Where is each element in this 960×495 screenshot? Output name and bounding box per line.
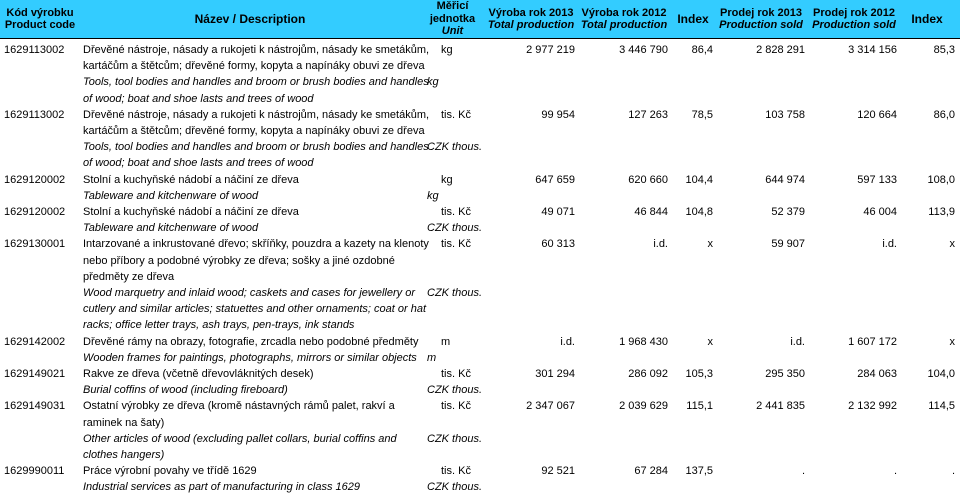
index-sold-cell: 114,5 bbox=[928, 400, 955, 413]
index-production-cell: 104,8 bbox=[685, 206, 713, 218]
index-production-cell: 137,5 bbox=[685, 465, 713, 478]
sold-2013-cell: 2 828 291 bbox=[756, 44, 805, 56]
header-product-code bbox=[0, 0, 80, 38]
unit-en-cell: m bbox=[427, 351, 437, 364]
description-line: Práce výrobní povahy ve třídě 1629 bbox=[83, 465, 257, 478]
header-index-production bbox=[671, 0, 715, 38]
header-index-sold bbox=[903, 0, 951, 38]
description-line: Tableware and kitchenware of wood bbox=[83, 189, 259, 202]
production-2013-cell: 647 659 bbox=[535, 173, 575, 186]
description-line: raminek na šaty) bbox=[83, 416, 165, 429]
description-line: clothes hangers) bbox=[83, 449, 165, 461]
description-line: of wood; boat and shoe lasts and trees of wood bbox=[83, 157, 314, 170]
description-line: předměty ze dřeva bbox=[83, 270, 175, 283]
product-code-cell: 1629130001 bbox=[4, 238, 66, 251]
unit-cz-cell: tis. Kč bbox=[441, 400, 471, 413]
sold-2013-cell: 2 441 835 bbox=[756, 400, 805, 413]
header-sold-2013-cz: Prodej rok 2013 bbox=[720, 6, 802, 19]
unit-en-cell: kg bbox=[427, 189, 439, 202]
description-line: Industrial services as part of manufacturing in class 1629 bbox=[83, 481, 360, 494]
index-sold-cell: 113,9 bbox=[928, 206, 955, 218]
production-2013-cell: 301 294 bbox=[535, 368, 575, 380]
description-line: of wood; boat and shoe lasts and trees of wood bbox=[83, 92, 314, 105]
header-unit bbox=[420, 0, 485, 38]
description-line: nebo příbory a podobné výrobky ze dřeva; sošky a jiné ozdobné bbox=[83, 254, 395, 267]
production-2012-cell: 127 263 bbox=[628, 108, 668, 121]
index-production-cell: 105,3 bbox=[685, 368, 713, 380]
unit-cz-cell: kg bbox=[441, 173, 453, 186]
header-production-2013 bbox=[485, 0, 577, 38]
description-line: Tableware and kitchenware of wood bbox=[83, 222, 259, 235]
header-code-en: Product code bbox=[4, 19, 76, 31]
header-description-label: Název / Description bbox=[194, 11, 306, 26]
header-unit-cz1: Měřicí bbox=[436, 0, 469, 13]
production-2013-cell: 92 521 bbox=[541, 465, 575, 478]
product-code-cell: 1629149021 bbox=[4, 368, 66, 380]
index-sold-cell: x bbox=[949, 238, 955, 251]
sold-2012-cell: 2 132 992 bbox=[848, 400, 897, 413]
unit-cz-cell: tis. Kč bbox=[441, 108, 471, 121]
sold-2013-cell: 52 379 bbox=[771, 206, 805, 218]
description-line: Dřevěné rámy na obrazy, fotografie, zrcadla nebo podobné předměty bbox=[83, 335, 419, 348]
description-line: racks; office letter trays, ash trays, pen-trays, ink stands bbox=[83, 319, 355, 332]
header-production-2013-cz: Výroba rok 2013 bbox=[488, 6, 574, 19]
description-line: cutlery and similar articles; statuettes and other ornaments; coat or hat bbox=[83, 303, 426, 316]
header-production-2012 bbox=[578, 0, 670, 38]
production-2013-cell: 2 347 067 bbox=[526, 400, 575, 413]
index-sold-cell: 86,0 bbox=[933, 108, 955, 121]
index-production-cell: 115,1 bbox=[686, 400, 713, 413]
sold-2012-cell: . bbox=[893, 465, 897, 478]
production-2013-cell: 60 313 bbox=[541, 238, 575, 251]
description-line: Wood marquetry and inlaid wood; caskets and cases for jewellery or bbox=[83, 287, 415, 299]
production-2013-cell: 2 977 219 bbox=[526, 44, 575, 56]
header-sold-2012 bbox=[808, 0, 900, 38]
sold-2013-cell: 295 350 bbox=[765, 368, 805, 380]
sold-2012-cell: i.d. bbox=[882, 238, 897, 251]
description-line: Tools, tool bodies and handles and broom or brush bodies and handles bbox=[83, 76, 429, 89]
description-line: Dřevěné nástroje, násady a rukojeti k nástrojům, násady ke smetákům, bbox=[83, 44, 430, 56]
unit-cz-cell: tis. Kč bbox=[441, 368, 471, 380]
product-code-cell: 1629120002 bbox=[4, 173, 66, 186]
description-line: Wooden frames for paintings, photographs, mirrors or similar objects bbox=[83, 351, 417, 364]
description-line: kartáčům a štětcům; dřevěné formy, kopyta a napínáky obuvi ze dřeva bbox=[83, 60, 425, 73]
product-code-cell: 1629113002 bbox=[4, 108, 65, 121]
sold-2013-cell: 103 758 bbox=[765, 108, 805, 121]
production-2012-cell: 286 092 bbox=[628, 368, 668, 380]
header-sold-2012-cz: Prodej rok 2012 bbox=[813, 6, 895, 19]
header-index-sold-label: Index bbox=[911, 11, 943, 26]
production-2012-cell: i.d. bbox=[653, 238, 668, 251]
sold-2012-cell: 120 664 bbox=[857, 108, 897, 121]
product-code-cell: 1629113002 bbox=[4, 44, 65, 56]
production-2012-cell: 3 446 790 bbox=[619, 44, 668, 56]
header-code-cz: Kód výrobku bbox=[6, 6, 74, 19]
unit-cz-cell: kg bbox=[441, 44, 453, 56]
header-production-2012-en: Total production bbox=[580, 19, 668, 31]
index-sold-cell: x bbox=[949, 335, 955, 348]
unit-cz-cell: m bbox=[441, 335, 451, 348]
description-line: Intarzované a inkrustované dřevo; skříňky, pouzdra a kazety na klenoty bbox=[83, 238, 429, 251]
product-code-cell: 1629990011 bbox=[4, 465, 65, 478]
header-description bbox=[80, 0, 420, 38]
sold-2013-cell: . bbox=[801, 465, 805, 478]
production-2012-cell: 2 039 629 bbox=[619, 400, 668, 413]
header-sold-2013 bbox=[715, 0, 807, 38]
unit-en-cell: CZK thous. bbox=[427, 222, 483, 235]
production-2013-cell: 49 071 bbox=[541, 206, 575, 218]
description-line: Stolní a kuchyňské nádobí a náčiní ze dřeva bbox=[83, 173, 299, 186]
unit-cz-cell: tis. Kč bbox=[441, 206, 471, 218]
unit-cz-cell: tis. Kč bbox=[441, 238, 471, 251]
description-line: Ostatní výrobky ze dřeva (kromě nástavných rámů palet, rakví a bbox=[83, 400, 395, 413]
unit-en-cell: CZK thous. bbox=[427, 432, 483, 445]
description-line: Tools, tool bodies and handles and broom or brush bodies and handles bbox=[83, 141, 429, 154]
production-2012-cell: 46 844 bbox=[634, 206, 668, 218]
description-line: Dřevěné nástroje, násady a rukojeti k nástrojům, násady ke smetákům, bbox=[83, 108, 430, 121]
header-production-2012-cz: Výroba rok 2012 bbox=[581, 6, 667, 19]
sold-2012-cell: 284 063 bbox=[857, 368, 897, 380]
production-2013-cell: 99 954 bbox=[541, 108, 575, 121]
unit-en-cell: CZK thous. bbox=[427, 287, 483, 299]
unit-en-cell: CZK thous. bbox=[427, 384, 483, 397]
sold-2012-cell: 3 314 156 bbox=[848, 44, 897, 56]
production-2013-cell: i.d. bbox=[560, 335, 575, 348]
index-production-cell: x bbox=[707, 335, 713, 348]
table-header bbox=[0, 0, 960, 38]
production-2012-cell: 1 968 430 bbox=[619, 335, 668, 348]
unit-cz-cell: tis. Kč bbox=[441, 465, 471, 478]
production-2012-cell: 67 284 bbox=[634, 465, 668, 478]
description-line: Stolní a kuchyňské nádobí a náčiní ze dřeva bbox=[83, 206, 299, 218]
index-production-cell: 78,5 bbox=[691, 108, 713, 121]
sold-2012-cell: 597 133 bbox=[857, 173, 897, 186]
sold-2013-cell: 644 974 bbox=[765, 173, 805, 186]
unit-en-cell: CZK thous. bbox=[427, 141, 483, 154]
description-line: Burial coffins of wood (including fireboard) bbox=[83, 384, 288, 397]
sold-2013-cell: 59 907 bbox=[771, 238, 805, 251]
index-production-cell: 104,4 bbox=[685, 173, 713, 186]
header-unit-en: Unit bbox=[441, 25, 464, 38]
sold-2012-cell: 46 004 bbox=[863, 206, 897, 218]
header-production-2013-en: Total production bbox=[487, 19, 575, 31]
description-line: Other articles of wood (excluding pallet collars, burial coffins and bbox=[83, 432, 397, 445]
header-index-production-label: Index bbox=[677, 11, 709, 26]
unit-en-cell: kg bbox=[427, 76, 439, 89]
index-production-cell: 86,4 bbox=[691, 44, 713, 56]
index-sold-cell: 104,0 bbox=[927, 368, 955, 380]
production-2012-cell: 620 660 bbox=[628, 173, 668, 186]
unit-en-cell: CZK thous. bbox=[427, 481, 483, 494]
header-sold-2013-en: Production sold bbox=[719, 19, 803, 31]
index-sold-cell: . bbox=[951, 465, 955, 478]
sold-2012-cell: 1 607 172 bbox=[848, 335, 897, 348]
index-sold-cell: 85,3 bbox=[933, 44, 955, 56]
header-divider bbox=[0, 38, 960, 39]
header-unit-cz2: jednotka bbox=[429, 12, 476, 25]
product-code-cell: 1629120002 bbox=[4, 206, 66, 218]
index-production-cell: x bbox=[707, 238, 713, 251]
index-sold-cell: 108,0 bbox=[927, 173, 955, 186]
header-sold-2012-en: Production sold bbox=[812, 19, 896, 31]
sold-2013-cell: i.d. bbox=[790, 335, 805, 348]
product-code-cell: 1629142002 bbox=[4, 335, 66, 348]
product-code-cell: 1629149031 bbox=[4, 400, 66, 413]
description-line: kartáčům a štětcům; dřevěné formy, kopyta a napínáky obuvi ze dřeva bbox=[83, 125, 425, 137]
description-line: Rakve ze dřeva (včetně dřevovláknitých desek) bbox=[83, 368, 314, 380]
